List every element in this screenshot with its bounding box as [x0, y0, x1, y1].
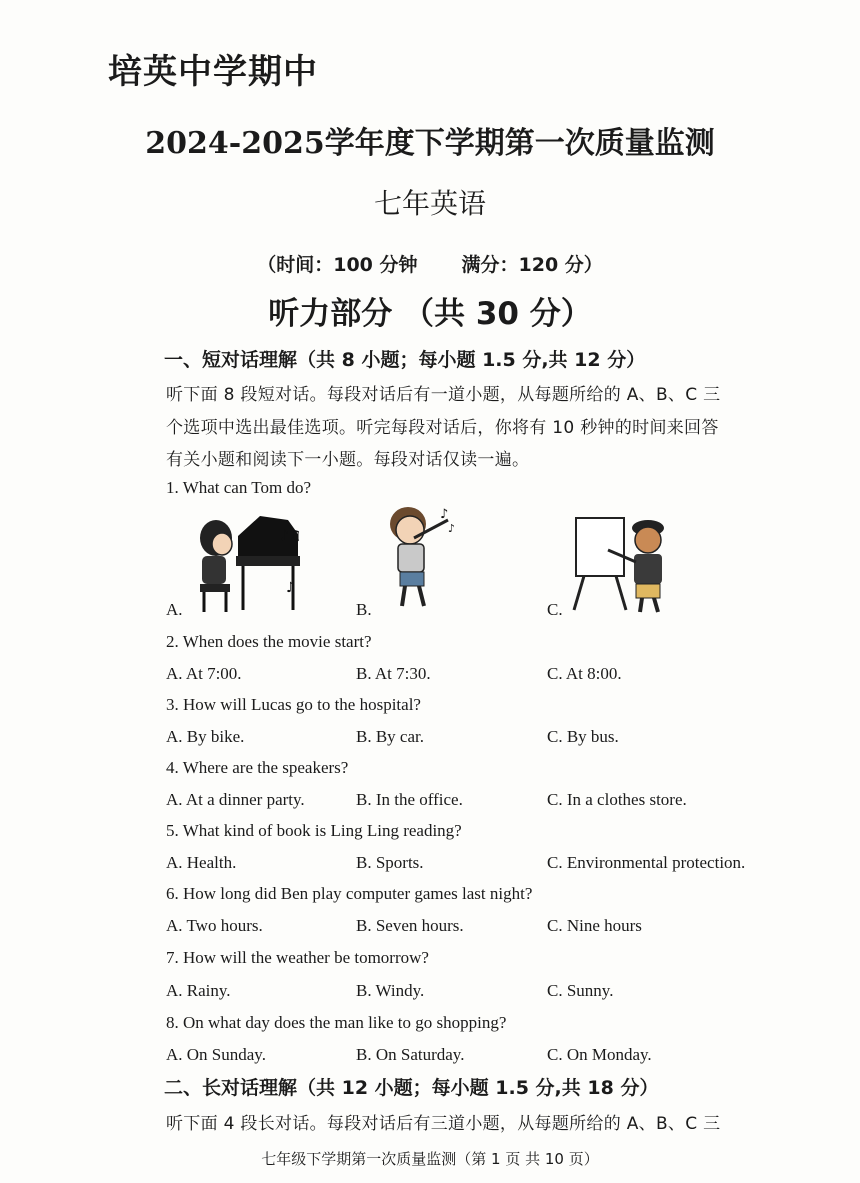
option-b: B. Sports.: [356, 853, 424, 872]
option-c: C. In a clothes store.: [547, 790, 687, 809]
section2-instruction-line: 听下面 4 段长对话。每段对话后有三道小题，从每题所给的 A、B、C 三: [166, 1114, 721, 1134]
piano-boy-picture: [188, 506, 318, 614]
section2-heading: 二、长对话理解（共 12 小题；每小题 1.5 分,共 18 分）: [164, 1077, 659, 1099]
question: 7. How will the weather be tomorrow?: [166, 948, 429, 967]
exam-score: 满分：120 分）: [461, 254, 603, 276]
option-b: B. On Saturday.: [356, 1045, 465, 1064]
svg-text:♪♫: ♪♫: [280, 528, 302, 544]
page-footer: 七年级下学期第一次质量监测（第 1 页 共 10 页）: [261, 1150, 599, 1168]
option-a: A. By bike.: [166, 727, 245, 746]
option-a: A. Health.: [166, 853, 237, 872]
option-c: C. Environmental protection.: [547, 853, 746, 872]
school-name: 培英中学期中: [108, 52, 318, 92]
question: 4. Where are the speakers?: [166, 758, 349, 777]
option-label-c: C.: [547, 600, 563, 619]
option-a: A. At 7:00.: [166, 664, 242, 683]
question: 2. When does the movie start?: [166, 632, 372, 651]
section1-instruction-line: 有关小题和阅读下一小题。每段对话仅读一遍。: [166, 450, 530, 470]
option-label-a: A.: [166, 600, 183, 619]
option-a: A. At a dinner party.: [166, 790, 305, 809]
svg-text:♪: ♪: [286, 580, 295, 596]
section1-instruction-line: 听下面 8 段短对话。每段对话后有一道小题，从每题所给的 A、B、C 三: [166, 385, 721, 405]
exam-subject: 七年英语: [373, 187, 486, 220]
exam-title: 2024-2025学年度下学期第一次质量监测: [145, 126, 715, 161]
exam-time: （时间：100 分钟: [257, 254, 418, 276]
exam-meta: [0, 250, 860, 277]
option-b: B. In the office.: [356, 790, 463, 809]
option-c: C. At 8:00.: [547, 664, 622, 683]
option-b: B. Windy.: [356, 981, 425, 1000]
option-c: C. Nine hours: [547, 916, 642, 935]
flute-boy-picture: [378, 502, 468, 612]
question: 5. What kind of book is Ling Ling reading?: [166, 821, 462, 840]
option-c: C. On Monday.: [547, 1045, 652, 1064]
option-a: A. Two hours.: [166, 916, 263, 935]
question: 8. On what day does the man like to go shopping?: [166, 1013, 507, 1032]
option-b: B. By car.: [356, 727, 424, 746]
section1-heading: 一、短对话理解（共 8 小题；每小题 1.5 分,共 12 分）: [164, 349, 646, 371]
option-label-b: B.: [356, 600, 372, 619]
option-c: C. Sunny.: [547, 981, 614, 1000]
svg-text:♪: ♪: [440, 507, 449, 522]
question: 6. How long did Ben play computer games last night?: [166, 884, 533, 903]
painting-boy-picture: [566, 510, 676, 614]
option-a: A. On Sunday.: [166, 1045, 266, 1064]
option-b: B. At 7:30.: [356, 664, 431, 683]
svg-text:♪: ♪: [448, 522, 456, 535]
option-b: B. Seven hours.: [356, 916, 464, 935]
section1-instruction-line: 个选项中选出最佳选项。听完每段对话后，你将有 10 秒钟的时间来回答: [166, 418, 719, 438]
option-a: A. Rainy.: [166, 981, 231, 1000]
question-1: 1. What can Tom do?: [166, 478, 312, 497]
part-heading: 听力部分 （共 30 分）: [268, 296, 592, 332]
option-c: C. By bus.: [547, 727, 619, 746]
question: 3. How will Lucas go to the hospital?: [166, 695, 421, 714]
